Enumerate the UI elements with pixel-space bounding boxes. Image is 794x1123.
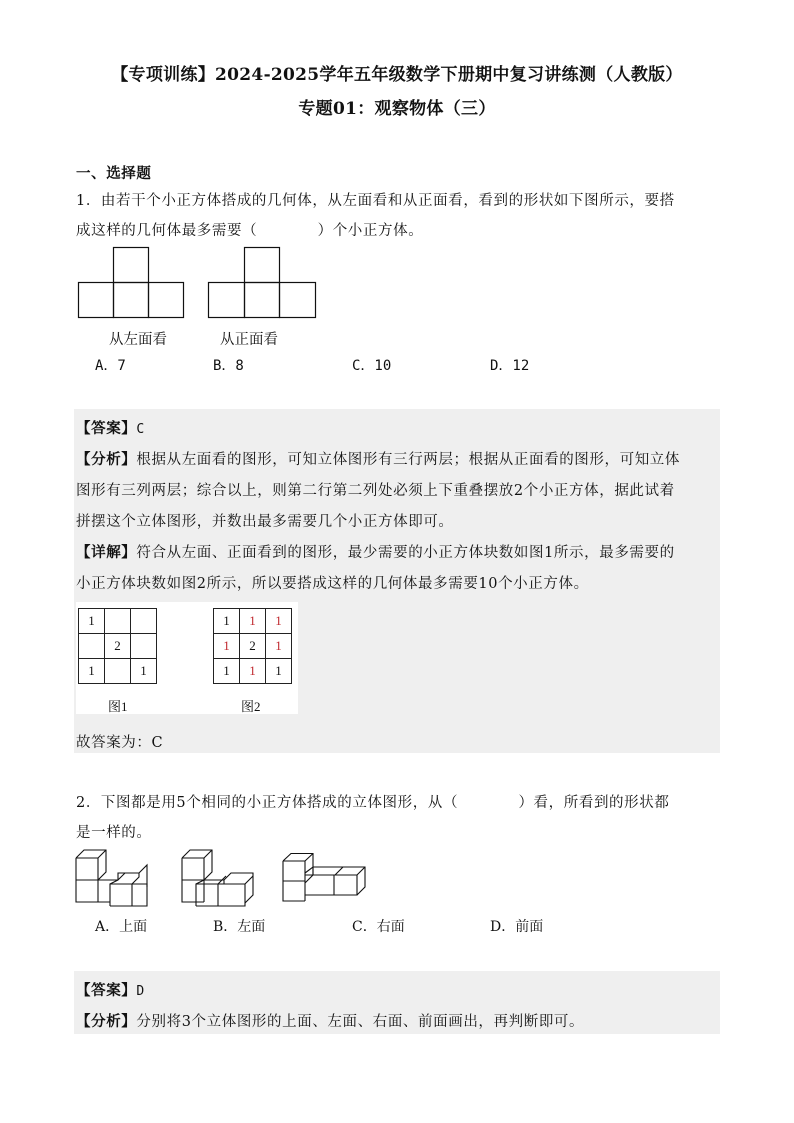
q1-grid-figure2 [213,608,292,684]
grid2-cell: 1 [266,609,292,634]
q2-solid-figure3 [282,853,370,905]
analysis-text: 根据从左面看的图形，可知立体图形有三行两层；根据从正面看的图形，可知立体 [136,452,681,468]
q2-solid-figure2 [181,849,259,909]
q2-text-line2: 是一样的。 [76,825,152,841]
q1-analysis-line1 [76,448,680,469]
grid2-cell: 1 [214,609,240,634]
grid2-cell: 1 [240,609,266,634]
grid2-cell: 2 [240,634,266,659]
q2-option-a: A．上面 [95,919,148,935]
analysis-label: 【分析】 [76,1013,137,1030]
document-subtitle: 专题01：观察物体（三） [298,99,496,119]
grid1-cell [131,634,157,659]
grid1-cell [131,609,157,634]
detail-text: 符合从左面、正面看到的图形，最少需要的小正方体块数如图1所示，最多需要的 [136,545,675,561]
q1-left-view-caption: 从左面看 [109,332,167,348]
grid1-cell: 1 [79,659,105,684]
q2-solid-figure1 [75,849,153,909]
grid2-caption: 图2 [241,699,261,714]
grid2-cell: 1 [266,634,292,659]
grid2-cell: 1 [214,659,240,684]
q1-option-c: C．10 [352,358,392,374]
q1-front-view-caption: 从正面看 [220,332,278,348]
q1-detail-line2: 小正方体块数如图2所示，所以要搭成这样的几何体最多需要10个小正方体。 [76,576,589,592]
q2-text-line1: 2．下图都是用5个相同的小正方体搭成的立体图形，从（ ）看，所看到的形状都 [76,795,670,811]
q1-analysis-line2: 图形有三列两层；综合以上，则第二行第二列处必须上下重叠摆放2个小正方体，据此试着 [76,483,675,499]
grid1-cell: 2 [105,634,131,659]
grid1-cell [105,659,131,684]
q1-option-a: A．7 [95,358,126,374]
grid2-cell: 1 [266,659,292,684]
q1-front-view-figure [208,247,318,319]
answer-label: 【答案】 [76,982,137,999]
grid1-cell [79,634,105,659]
q1-option-b: B．8 [213,358,244,374]
q1-analysis-line3: 拼摆这个立体图形，并数出最多需要几个小正方体即可。 [76,514,454,530]
section-heading: 一、选择题 [76,165,152,182]
analysis-label: 【分析】 [76,451,137,468]
q1-grid-figure1 [78,608,157,684]
q2-analysis-line1 [76,1010,584,1031]
q2-option-d: D．前面 [490,919,544,935]
grid1-caption: 图1 [108,699,128,714]
q1-answer-line [76,417,145,438]
q2-option-b: B．左面 [213,919,266,935]
q1-left-view-figure [78,247,186,319]
q1-option-d: D．12 [490,358,530,374]
analysis-text: 分别将3个立体图形的上面、左面、右面、前面画出，再判断即可。 [136,1014,585,1030]
grid1-cell: 1 [131,659,157,684]
q1-conclusion: 故答案为：C [76,735,164,751]
answer-label: 【答案】 [76,420,137,437]
q1-text-line2: 成这样的几何体最多需要（ ）个小正方体。 [76,223,424,239]
detail-label: 【详解】 [76,544,137,561]
grid1-cell [105,609,131,634]
q2-option-c: C．右面 [352,919,405,935]
q1-detail-line1 [76,541,675,562]
grid2-cell: 1 [240,659,266,684]
grid2-cell: 1 [214,634,240,659]
grid1-cell: 1 [79,609,105,634]
answer-value: D [136,984,145,999]
q1-text-line1: 1．由若干个小正方体搭成的几何体，从左面看和从正面看，看到的形状如下图所示，要搭 [76,193,675,209]
q2-answer-line [76,979,145,1000]
answer-value: C [136,422,145,437]
document-title: 【专项训练】2024-2025学年五年级数学下册期中复习讲练测（人教版） [111,65,683,85]
